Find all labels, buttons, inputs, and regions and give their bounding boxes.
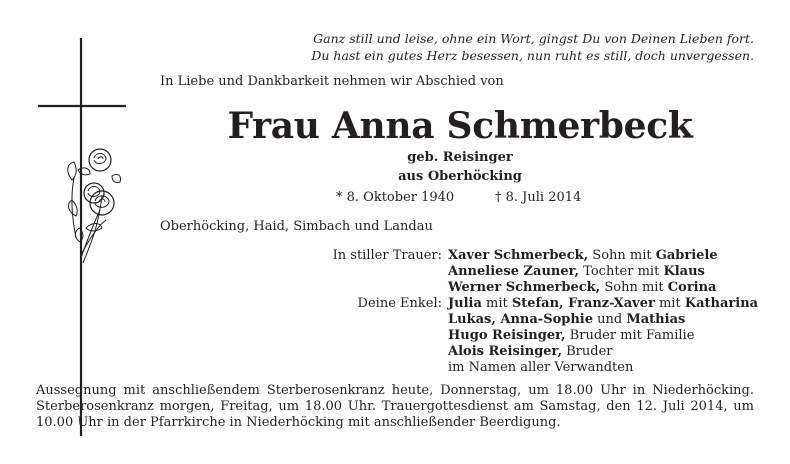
mourner-row	[160, 280, 760, 296]
mourner-row	[160, 312, 760, 328]
maiden-name: geb. Reisinger	[407, 150, 513, 165]
mourner-role-label	[160, 344, 448, 360]
service-information	[36, 383, 754, 431]
mourner-name: Alois Reisinger,	[448, 344, 562, 359]
mourner-name: Corina	[667, 280, 717, 295]
mourner-role-label	[160, 312, 448, 328]
mourner-role-label	[160, 328, 448, 344]
mourner-role-label	[160, 280, 448, 296]
mourners-list	[160, 248, 760, 376]
mourner-relation: Sohn mit	[588, 248, 656, 263]
mourner-row	[160, 296, 760, 312]
hometown: aus Oberhöcking	[398, 169, 522, 184]
mourner-entry	[448, 360, 633, 376]
mourner-name: Stefan, Franz-Xaver	[511, 296, 655, 311]
mourner-row	[160, 344, 760, 360]
mourner-role-label: Deine Enkel:	[357, 296, 442, 311]
service-line: Sterberosenkranz morgen, Freitag, um 18.00 Uhr. Trauergottesdienst am Samstag, den 12. Juli 2014, um	[36, 399, 754, 414]
mourner-row	[160, 328, 760, 344]
mourner-relation: Tochter mit	[579, 264, 664, 279]
mourner-relation: Sohn mit	[600, 280, 668, 295]
mourner-name: Mathias	[626, 312, 686, 327]
mourner-role-label: In stiller Trauer:	[332, 248, 442, 263]
mourner-entry	[448, 296, 758, 312]
mourner-relation: im Namen aller Verwandten	[448, 360, 634, 375]
mourner-role-label	[160, 360, 448, 376]
mourner-relation: mit	[481, 296, 512, 311]
mourner-role-label	[160, 264, 448, 280]
mourner-row	[160, 264, 760, 280]
mourner-entry	[448, 280, 716, 296]
mourner-entry	[448, 328, 694, 344]
mourner-row	[160, 248, 760, 264]
birth-date: * 8. Oktober 1940	[336, 190, 455, 205]
mourner-name: Katharina	[684, 296, 759, 311]
mourner-name: Gabriele	[655, 248, 718, 263]
mourner-relation: und	[593, 312, 627, 327]
mourner-entry	[448, 248, 718, 264]
mourner-relation: Bruder mit Familie	[565, 328, 695, 343]
mourner-row	[160, 360, 760, 376]
mourner-name: Julia	[448, 296, 482, 311]
death-date: † 8. Juli 2014	[495, 190, 582, 205]
places-list: Oberhöcking, Haid, Simbach und Landau	[160, 219, 433, 234]
mourner-name: Xaver Schmerbeck,	[448, 248, 589, 263]
mourner-relation: Bruder	[562, 344, 613, 359]
mourner-entry	[448, 344, 613, 360]
memorial-poem	[154, 30, 754, 64]
mourner-name: Hugo Reisinger,	[448, 328, 566, 343]
mourner-entry	[448, 264, 705, 280]
mourner-name: Klaus	[663, 264, 705, 279]
poem-line: Ganz still und leise, ohne ein Wort, gingst Du von Deinen Lieben fort.	[313, 31, 754, 46]
service-line: Aussegnung mit anschließendem Sterberosenkranz heute, Donnerstag, um 18.00 Uhr in Niederhöcking.	[36, 383, 754, 398]
intro-text: In Liebe und Dankbarkeit nehmen wir Abschied von	[160, 74, 504, 89]
mourner-name: Anneliese Zauner,	[448, 264, 580, 279]
mourner-name: Werner Schmerbeck,	[448, 280, 601, 295]
cross-with-roses-icon	[36, 38, 146, 438]
mourner-entry	[448, 312, 685, 328]
deceased-name: Frau Anna Schmerbeck	[227, 105, 693, 147]
mourner-relation: mit	[654, 296, 685, 311]
poem-line: Du hast ein gutes Herz besessen, nun ruht es still, doch unvergessen.	[311, 48, 754, 63]
mourner-name: Lukas, Anna-Sophie	[448, 312, 594, 327]
service-line: 10.00 Uhr in der Pfarrkirche in Niederhöcking mit anschließender Beerdigung.	[36, 415, 561, 430]
